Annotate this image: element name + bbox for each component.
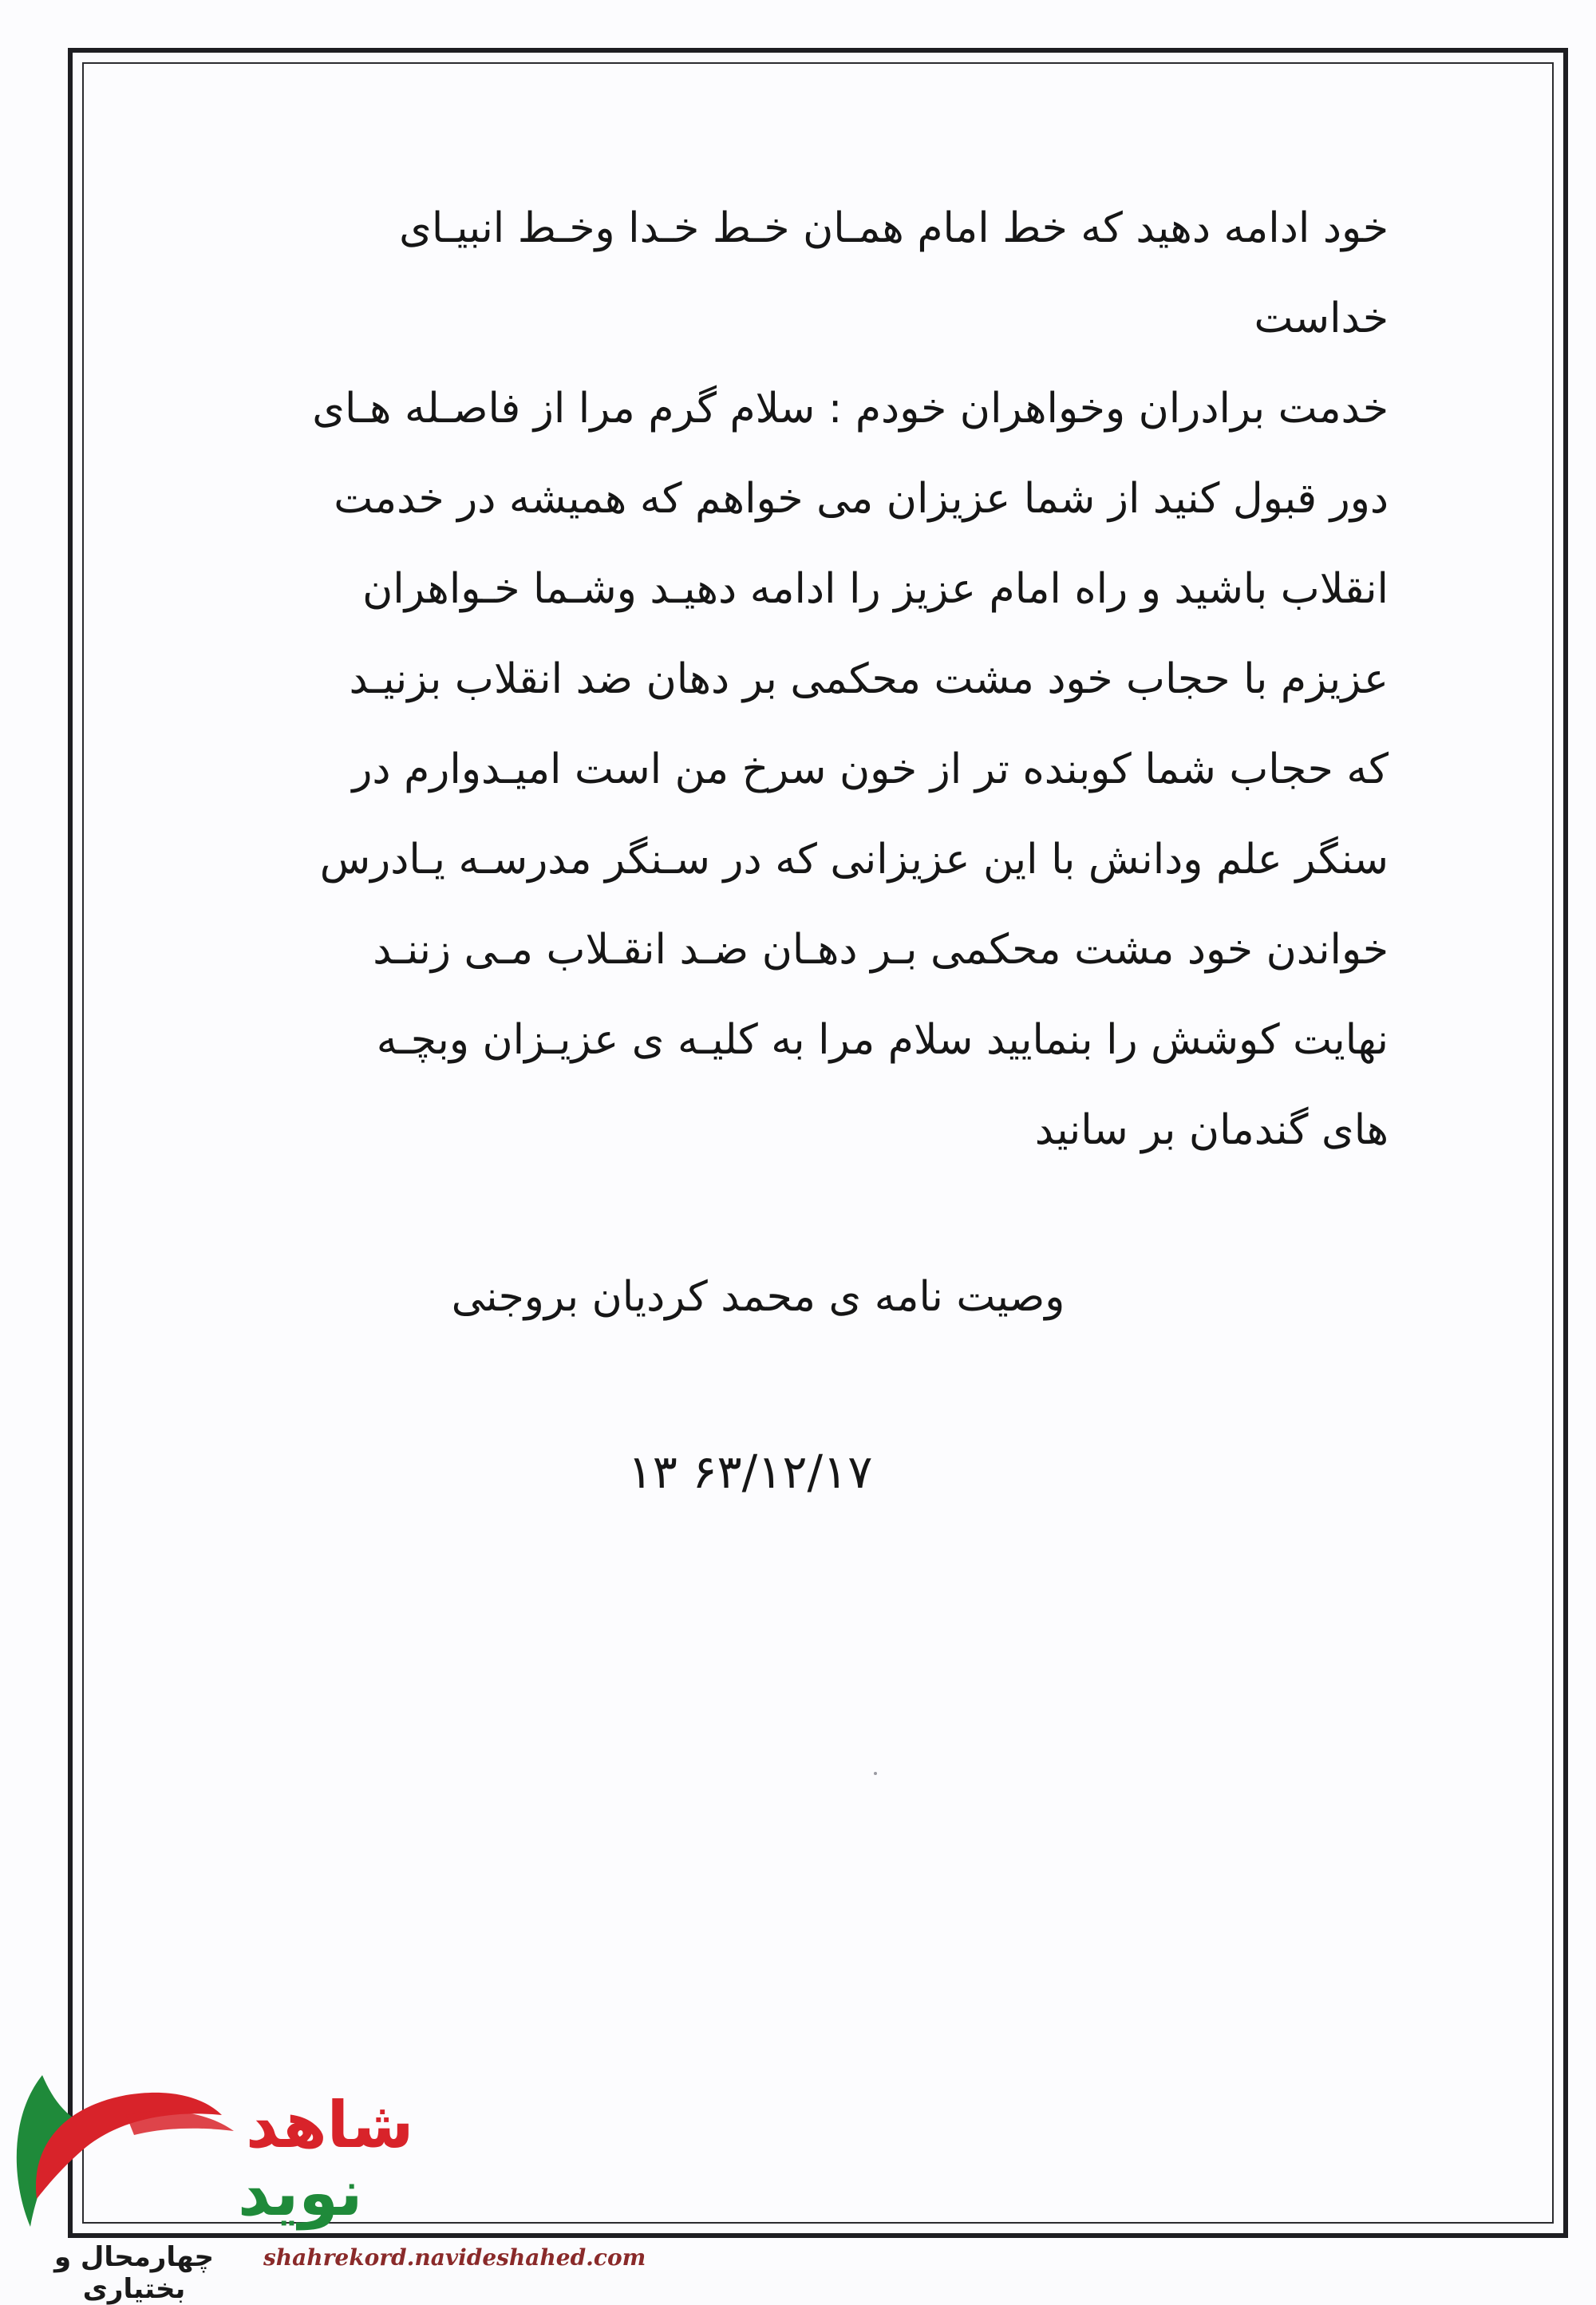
- letter-line: خود ادامه دهید که خط امام همـان خـط خـدا وخـط انبیـای: [399, 204, 1389, 252]
- navideshahed-logo: [6, 2027, 414, 2259]
- letter-line: دور قبول کنید از شما عزیزان می خواهم که همیشه در خدمت: [334, 475, 1389, 523]
- letter-line: عزیزم با حجاب خود مشت محکمی بر دهان ضد انقلاب بزنیـد: [349, 655, 1389, 703]
- letter-line: سنگر علم ودانش با این عزیزانی که در سـنگر مدرسـه یـادرس: [319, 836, 1389, 884]
- letter-line: انقلاب باشید و راه امام عزیز را ادامه دهیـد وشـما خـواهران: [362, 565, 1389, 613]
- paper-speck: [874, 1772, 877, 1775]
- letter-line: های گندمان بر سانید: [1034, 1106, 1389, 1154]
- letter-line: خداست: [1254, 295, 1389, 342]
- logo-icon: [6, 2027, 414, 2259]
- letter-line: نهایت کوشش را بنمایید سلام مرا به کلیـه ی عزیـزان وبچـه: [376, 1016, 1389, 1064]
- logo-subtitle: چهارمحال و بختیاری: [53, 2241, 215, 2305]
- letter-body: [239, 184, 1389, 1176]
- svg-text:شاهد: شاهد: [246, 2088, 414, 2162]
- letter-line: که حجاب شما کوبنده تر از خون سرخ من است امیـدوارم در: [352, 745, 1389, 793]
- svg-text:نوید: نوید: [238, 2156, 363, 2230]
- signature-line: وصیت نامه ی محمد کردیان بروجنی: [451, 1273, 1065, 1321]
- letter-line: خدمت برادران وخواهران خودم : سلام گرم مرا از فاصـله هـای: [312, 385, 1389, 433]
- letter-date: ۱۳ ۶۳/۱۲/۱۷: [627, 1445, 873, 1499]
- letter-line: خواندن خود مشت محکمی بـر دهـان ضـد انقـلاب مـی زننـد: [373, 926, 1389, 974]
- website-url[interactable]: shahrekord.navideshahed.com: [263, 2244, 646, 2271]
